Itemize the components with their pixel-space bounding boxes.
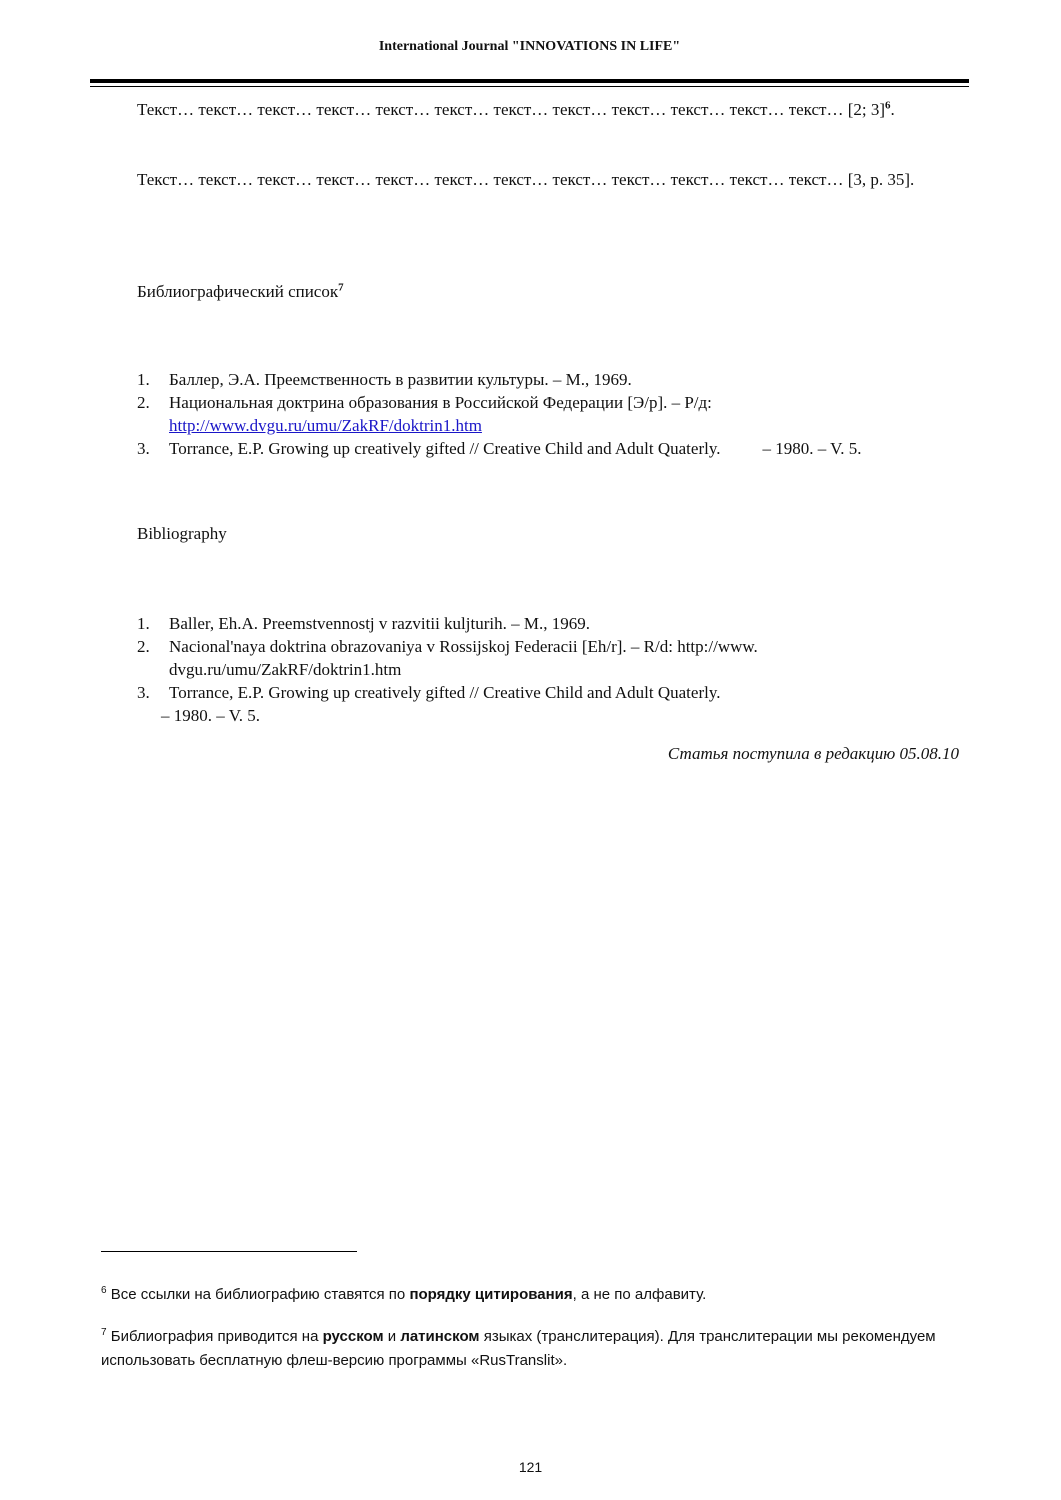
footnote-ref-7[interactable]: 7 xyxy=(338,281,344,294)
journal-header: International Journal "INNOVATIONS IN LIFE" xyxy=(378,39,681,54)
item-number: 2. xyxy=(137,637,150,656)
item-number: 1. xyxy=(137,370,150,389)
item-number: 3. xyxy=(137,683,150,702)
list-item xyxy=(137,612,959,635)
item-number: 2. xyxy=(137,393,150,412)
item-tail: – 1980. – V. 5. xyxy=(161,706,261,725)
header-rule-thin xyxy=(90,86,969,87)
item-text: Torrance, E.P. Growing up creatively gifted // Creative Child and Adult Quaterly. xyxy=(169,683,721,702)
header-rule-thick xyxy=(90,79,969,83)
bibliography-en-heading: Bibliography xyxy=(137,524,227,543)
footnote-bold: порядку цитирования xyxy=(409,1286,573,1303)
body-paragraph-1 xyxy=(101,97,959,123)
footnote-separator xyxy=(101,1251,357,1252)
paragraph-text: Текст… текст… текст… текст… текст… текст… текст… текст… текст… текст… текст… текст… [3, p. 35]. xyxy=(137,170,915,189)
list-item xyxy=(137,368,959,391)
footnote-mark: 6 xyxy=(101,1285,107,1296)
received-date-note: Статья поступила в редакцию 05.08.10 xyxy=(667,744,959,763)
item-number: 1. xyxy=(137,614,150,633)
list-item xyxy=(137,635,959,681)
doctrine-link[interactable]: http://www.dvgu.ru/umu/ZakRF/doktrin1.htm xyxy=(169,416,482,435)
bibliography-ru-list xyxy=(137,368,959,460)
footnote-text-mid: и xyxy=(383,1328,401,1345)
footnote-mark: 7 xyxy=(101,1327,107,1338)
footnote-7 xyxy=(101,1325,961,1373)
list-item xyxy=(137,681,959,727)
item-tail: – 1980. – V. 5. xyxy=(762,439,862,458)
footnote-ref-6[interactable]: 6 xyxy=(885,99,891,112)
footnote-text: Библиография приводится на xyxy=(110,1328,323,1345)
bibliography-en-list xyxy=(137,612,959,727)
footnote-text-end: , а не по алфавиту. xyxy=(572,1286,707,1303)
item-text: Baller, Eh.A. Preemstvennostj v razvitii kuljturih. – M., 1969. xyxy=(169,614,590,633)
footnote-bold-2: латинском xyxy=(400,1328,480,1345)
footnote-6 xyxy=(101,1283,961,1307)
item-text: Nacional'naya doktrina obrazovaniya v Rossijskoj Federacii [Eh/r]. – R/d: http://www. dvgu.ru/umu/ZakRF/doktrin1.htm xyxy=(169,637,758,679)
bibliography-ru-heading xyxy=(137,282,344,302)
paragraph-tail: . xyxy=(890,100,895,119)
item-text: Национальная доктрина образования в Российской Федерации [Э/р]. – Р/д: xyxy=(169,393,712,412)
page-number: 121 xyxy=(518,1459,543,1475)
footnote-text: Все ссылки на библиографию ставятся по xyxy=(110,1286,410,1303)
body-paragraph-2 xyxy=(101,167,959,193)
item-text: Torrance, E.P. Growing up creatively gifted // Creative Child and Adult Quaterly. xyxy=(169,439,721,458)
item-text: Баллер, Э.А. Преемственность в развитии культуры. – М., 1969. xyxy=(169,370,632,389)
list-item xyxy=(137,391,959,437)
item-number: 3. xyxy=(137,439,150,458)
paragraph-text: Текст… текст… текст… текст… текст… текст… текст… текст… текст… текст… текст… текст… [2; 3] xyxy=(137,100,886,119)
list-item xyxy=(137,437,959,460)
footnote-bold: русском xyxy=(322,1328,384,1345)
footnote-text-end: языках (транслитерация). Для транслитерации мы рекомендуем использовать бесплатную флеш-версию программы «RusTranslit». xyxy=(101,1328,936,1369)
heading-text: Библиографический список xyxy=(137,282,339,301)
